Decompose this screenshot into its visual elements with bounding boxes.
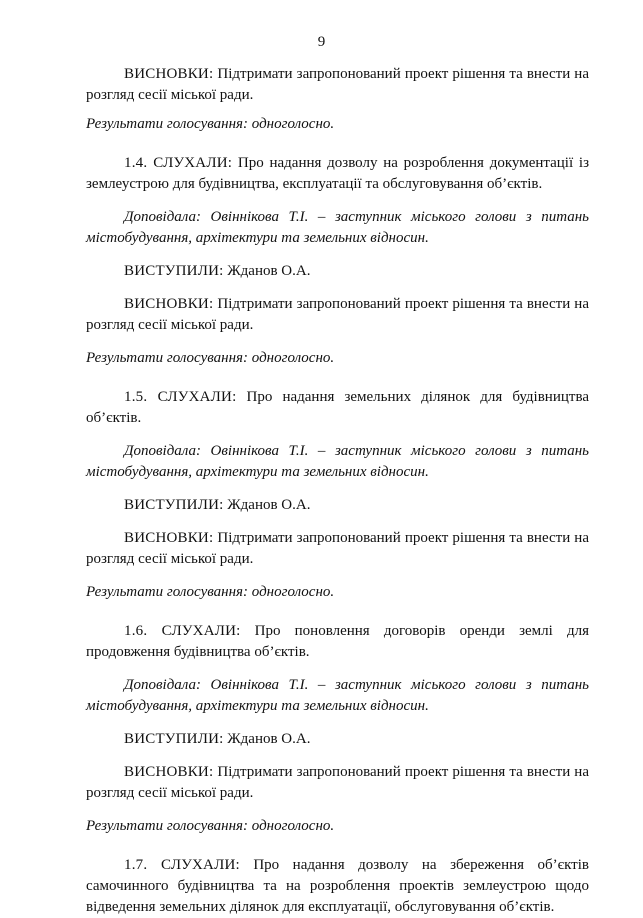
conclusions-label: ВИСНОВКИ:: [124, 764, 214, 780]
conclusions-paragraph: [86, 762, 589, 804]
spoke-paragraph: [86, 261, 589, 282]
conclusions-paragraph: [86, 294, 589, 336]
heard-label: 1.6. СЛУХАЛИ:: [124, 623, 241, 639]
heard-text: Про надання земельних ділянок для будівництва об’єктів.: [86, 389, 589, 426]
document-body: [86, 64, 589, 918]
speaker-paragraph: Доповідала: Овіннікова Т.І. – заступник міського голови з питань містобудування, архітектури та земельних відносин.: [86, 443, 589, 480]
conclusions-text: Підтримати запропонований проект рішення та внести на розгляд сесії міської ради.: [86, 764, 589, 801]
spoke-text: Жданов О.А.: [223, 497, 311, 513]
conclusions-label: ВИСНОВКИ:: [124, 66, 214, 82]
page-number: 9: [317, 34, 326, 50]
vote-result: Результати голосування: одноголосно.: [86, 116, 335, 132]
speaker-paragraph: Доповідала: Овіннікова Т.І. – заступник міського голови з питань містобудування, архітектури та земельних відносин.: [86, 209, 589, 246]
heard-item-1-7: [86, 855, 589, 918]
vote-result: Результати голосування: одноголосно.: [86, 818, 335, 834]
spoke-label: ВИСТУПИЛИ:: [124, 731, 224, 747]
spoke-text: Жданов О.А.: [223, 263, 311, 279]
conclusions-paragraph: [86, 64, 589, 106]
conclusions-label: ВИСНОВКИ:: [124, 296, 214, 312]
heard-text: Про поновлення договорів оренди землі для продовження будівництва об’єктів.: [86, 623, 589, 660]
conclusions-paragraph: [86, 528, 589, 570]
spoke-label: ВИСТУПИЛИ:: [124, 497, 224, 513]
heard-text: Про надання дозволу на розроблення документації із землеустрою для будівництва, експлуатації та обслуговування об’єктів.: [86, 155, 589, 192]
speaker-paragraph: Доповідала: Овіннікова Т.І. – заступник міського голови з питань містобудування, архітектури та земельних відносин.: [86, 677, 589, 714]
vote-result: Результати голосування: одноголосно.: [86, 350, 335, 366]
conclusions-text: Підтримати запропонований проект рішення та внести на розгляд сесії міської ради.: [86, 296, 589, 333]
heard-text: Про надання дозволу на збереження об’єктів самочинного будівництва та на розроблення проектів землеустрою щодо відведення земельних ділянок для експлуатації, обслуговування об’єктів.: [86, 857, 589, 915]
spoke-paragraph: [86, 495, 589, 516]
conclusions-text: Підтримати запропонований проект рішення та внести на розгляд сесії міської ради.: [86, 66, 589, 103]
spoke-text: Жданов О.А.: [223, 731, 311, 747]
conclusions-text: Підтримати запропонований проект рішення та внести на розгляд сесії міської ради.: [86, 530, 589, 567]
vote-result: Результати голосування: одноголосно.: [86, 584, 335, 600]
spoke-label: ВИСТУПИЛИ:: [124, 263, 224, 279]
heard-label: 1.5. СЛУХАЛИ:: [124, 389, 237, 405]
heard-item-1-6: [86, 621, 589, 663]
heard-label: 1.7. СЛУХАЛИ:: [124, 857, 240, 873]
heard-item-1-5: [86, 387, 589, 429]
conclusions-label: ВИСНОВКИ:: [124, 530, 214, 546]
heard-item-1-4: [86, 153, 589, 195]
spoke-paragraph: [86, 729, 589, 750]
heard-label: 1.4. СЛУХАЛИ:: [124, 155, 233, 171]
